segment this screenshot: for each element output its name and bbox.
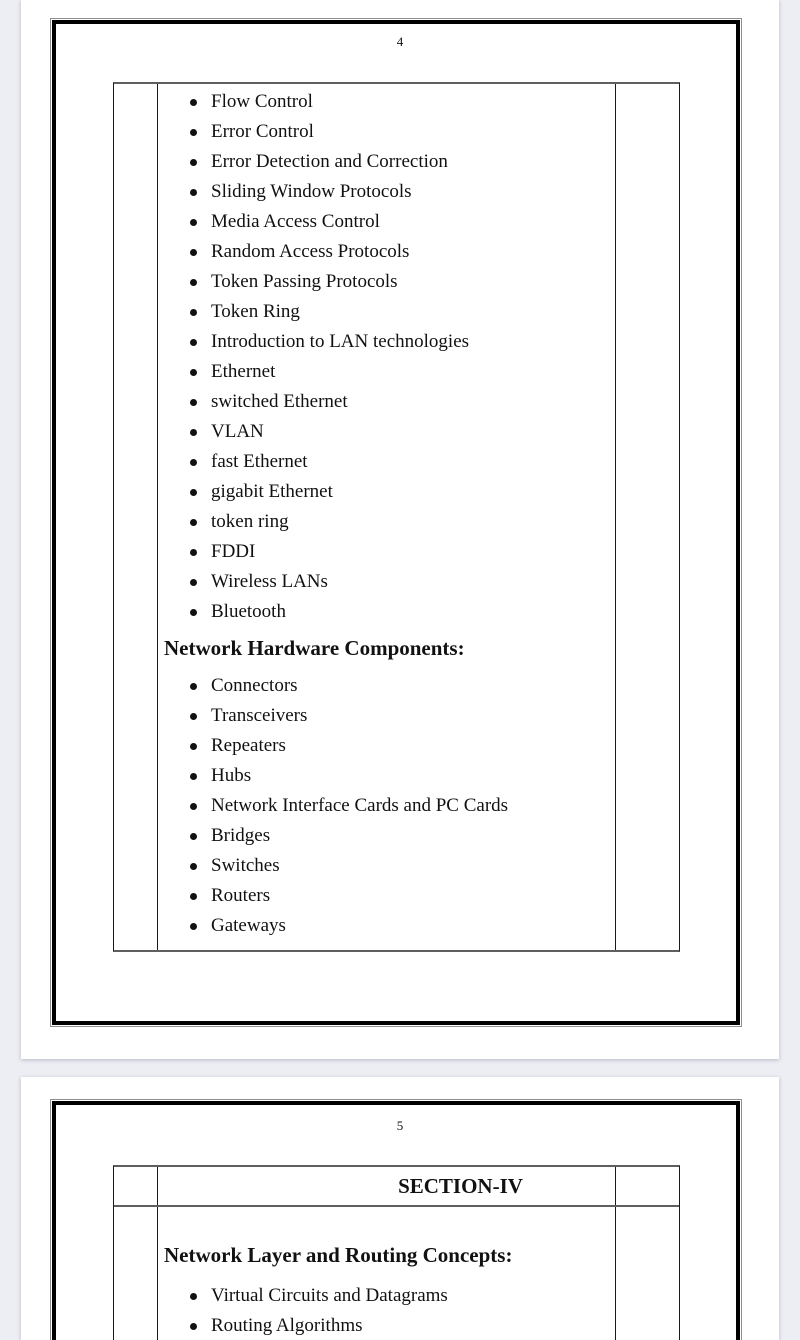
bullet-text: Flow Control <box>211 91 313 112</box>
bullet-icon <box>190 683 197 690</box>
bullet-text: gigabit Ethernet <box>211 481 333 502</box>
bullet-icon <box>190 459 197 466</box>
bullet-icon <box>190 369 197 376</box>
document-page-5 <box>21 1077 779 1340</box>
bullet-item <box>188 911 611 941</box>
document-page-4 <box>21 0 779 1059</box>
table-row <box>114 84 679 950</box>
bullet-icon <box>190 833 197 840</box>
bullet-icon <box>190 399 197 406</box>
bullet-item <box>188 207 611 237</box>
section-heading: Network Layer and Routing Concepts: <box>164 1243 513 1267</box>
bullet-text: Bridges <box>211 825 271 846</box>
bullet-icon <box>190 489 197 496</box>
bullet-icon <box>190 159 197 166</box>
bullet-item <box>188 671 611 701</box>
section-heading: Network Hardware Components: <box>164 636 465 660</box>
bullet-icon <box>190 129 197 136</box>
bullet-text: Switches <box>211 855 280 876</box>
bullet-item <box>188 477 611 507</box>
syllabus-table <box>113 82 680 952</box>
bullet-item <box>188 387 611 417</box>
bullet-item <box>188 567 611 597</box>
bullet-text: Token Ring <box>211 301 300 322</box>
bullet-text: Transceivers <box>211 705 308 726</box>
bullet-text: token ring <box>211 511 289 532</box>
page-number: 4 <box>396 34 404 49</box>
bullet-item <box>188 117 611 147</box>
bullet-icon <box>190 803 197 810</box>
bullet-text: Media Access Control <box>211 211 380 232</box>
bullet-item <box>188 507 611 537</box>
section-title: SECTION-IV <box>158 1167 616 1205</box>
bullet-text: Bluetooth <box>211 601 286 622</box>
bullet-icon <box>190 609 197 616</box>
bullet-icon <box>190 893 197 900</box>
bullet-text: Repeaters <box>211 735 286 756</box>
bullet-text: Wireless LANs <box>211 571 328 592</box>
bullet-item <box>188 597 611 627</box>
syllabus-table <box>113 1165 680 1340</box>
bullet-icon <box>190 249 197 256</box>
bullet-text: Introduction to LAN technologies <box>211 331 470 352</box>
bullet-text: FDDI <box>211 541 256 562</box>
bullet-icon <box>190 189 197 196</box>
bullet-item <box>188 417 611 447</box>
bullet-item <box>188 267 611 297</box>
bullet-text: fast Ethernet <box>211 451 308 472</box>
bullet-text: Virtual Circuits and Datagrams <box>211 1285 448 1306</box>
bullet-item <box>188 821 611 851</box>
topics-cell <box>158 84 616 950</box>
table-row <box>114 1207 679 1340</box>
bullet-icon <box>190 863 197 870</box>
bullet-item <box>188 761 611 791</box>
bullet-item <box>188 881 611 911</box>
bullet-icon <box>190 549 197 556</box>
bullet-icon <box>190 429 197 436</box>
unit-number-cell <box>114 1207 158 1340</box>
bullet-item <box>188 297 611 327</box>
bullet-icon <box>190 99 197 106</box>
bullet-icon <box>190 279 197 286</box>
bullet-text: Network Interface Cards and PC Cards <box>211 795 509 816</box>
bullet-text: Routers <box>211 885 271 906</box>
topics-cell <box>158 1207 616 1340</box>
bullet-item <box>188 537 611 567</box>
bullet-icon <box>190 713 197 720</box>
hours-cell <box>616 84 679 950</box>
bullet-item <box>188 87 611 117</box>
bullet-icon <box>190 339 197 346</box>
bullet-item <box>188 357 611 387</box>
bullet-icon <box>190 1293 197 1300</box>
bullet-item <box>188 447 611 477</box>
bullet-text: Ethernet <box>211 361 276 382</box>
bullet-item <box>188 851 611 881</box>
unit-number-cell <box>114 1167 158 1205</box>
bullet-icon <box>190 219 197 226</box>
bullet-text: Routing Algorithms <box>211 1315 363 1336</box>
bullet-icon <box>190 923 197 930</box>
bullet-item <box>188 237 611 267</box>
bullet-text: VLAN <box>211 421 264 442</box>
bullet-text: Random Access Protocols <box>211 241 410 262</box>
bullet-text: Hubs <box>211 765 252 786</box>
bullet-item <box>188 177 611 207</box>
bullet-text: Error Control <box>211 121 314 142</box>
bullet-item <box>188 731 611 761</box>
bullet-text: Token Passing Protocols <box>211 271 398 292</box>
bullet-list-datalink <box>164 87 611 627</box>
bullet-icon <box>190 519 197 526</box>
bullet-icon <box>190 309 197 316</box>
bullet-text: Error Detection and Correction <box>211 151 448 172</box>
bullet-text: Connectors <box>211 675 298 696</box>
bullet-item <box>188 1281 611 1311</box>
bullet-icon <box>190 579 197 586</box>
bullet-item <box>188 327 611 357</box>
bullet-icon <box>190 773 197 780</box>
bullet-icon <box>190 1323 197 1330</box>
bullet-item <box>188 147 611 177</box>
hours-cell <box>616 1207 679 1340</box>
bullet-item <box>188 1311 611 1340</box>
unit-number-cell <box>114 84 158 950</box>
hours-cell <box>616 1167 679 1205</box>
bullet-text: Gateways <box>211 915 286 936</box>
bullet-list-hardware <box>164 671 611 941</box>
bullet-icon <box>190 743 197 750</box>
bullet-item <box>188 791 611 821</box>
bullet-item <box>188 701 611 731</box>
bullet-text: Sliding Window Protocols <box>211 181 412 202</box>
page-number: 5 <box>396 1118 404 1133</box>
bullet-list-routing <box>164 1281 611 1340</box>
table-header-row <box>114 1167 679 1207</box>
bullet-text: switched Ethernet <box>211 391 348 412</box>
